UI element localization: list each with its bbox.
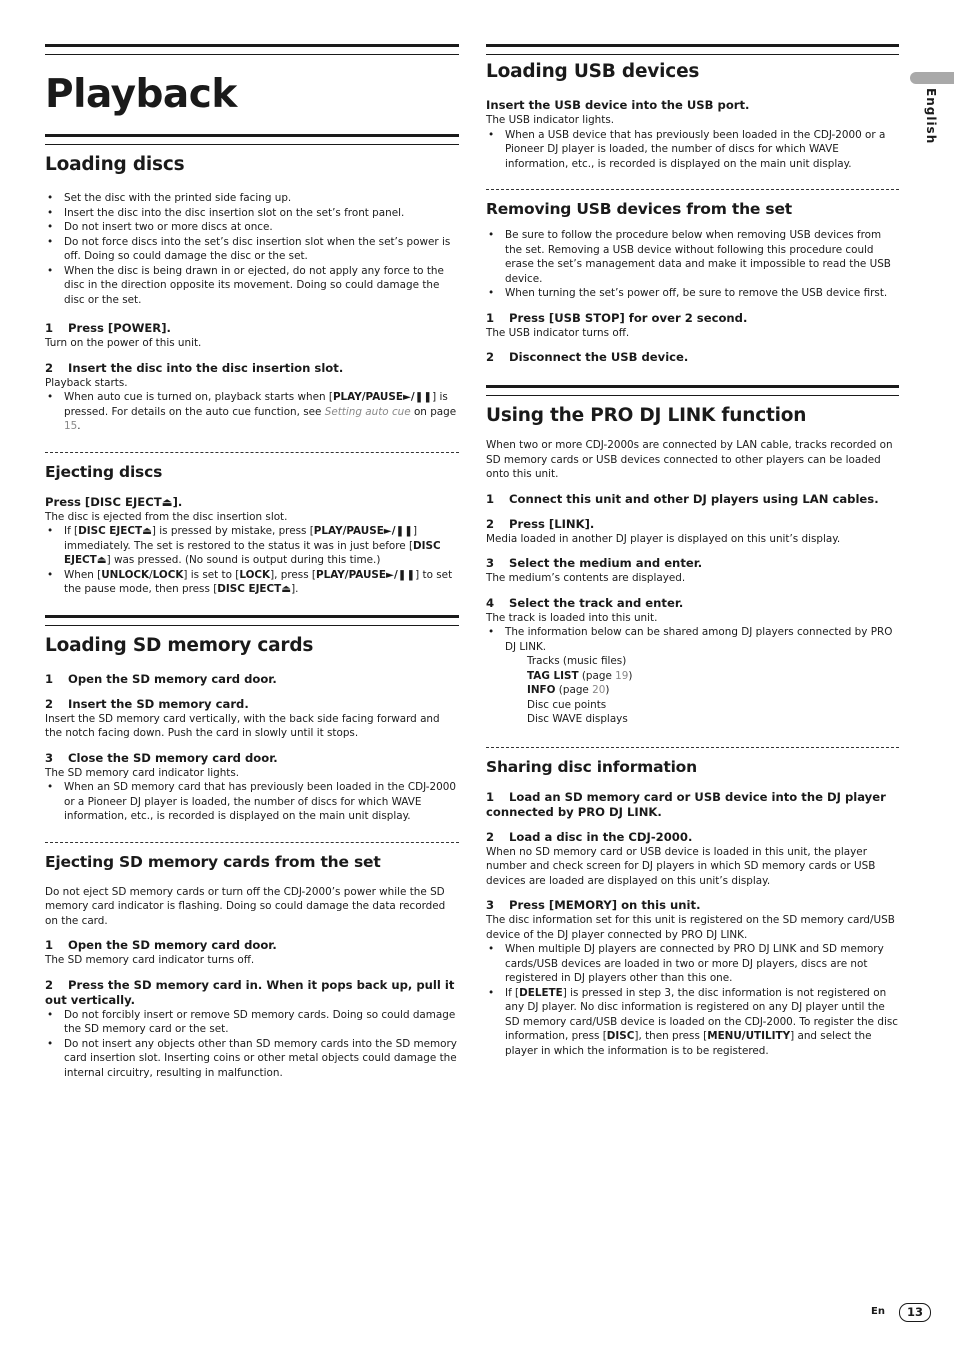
title-rule [45,44,459,55]
step-desc: The SD memory card indicator turns off. [45,954,255,966]
page-number-badge: 13 [899,1303,931,1322]
section-rule [486,44,899,55]
list-item: • When the disc is being drawn in or ejected, do not apply any force to the disc in the direction opposite its movement. Doing so could damage the disc or the set. [45,264,459,308]
removing-usb-bullets [486,228,899,301]
lead-disc-eject: Press [DISC EJECT⏏]. [45,494,183,509]
dashed-divider [45,452,459,453]
side-tab-marker [910,72,954,84]
ejecting-sd-bullets [45,1008,459,1081]
loading-usb-bullets [486,128,899,172]
heading-loading-usb: Loading USB devices [486,61,700,82]
list-item: • When auto cue is turned on, playback starts when [PLAY/PAUSE►/❚❚] is pressed. For details on the auto cue function, see Setting auto cue on page 15. [45,390,459,434]
section-rule [486,385,899,396]
step-load-disc: 2 Load a disc in the CDJ-2000. [486,829,693,844]
heading-pro-dj-link: Using the PRO DJ LINK function [486,405,807,426]
lead-insert-usb: Insert the USB device into the USB port. [486,98,750,112]
dashed-divider [486,747,899,748]
step-select-track: 4 Select the track and enter. [486,595,684,610]
list-item: • Do not forcibly insert or remove SD memory cards. Doing so could damage the SD memory card or the set. [45,1008,459,1037]
eject-desc: The disc is ejected from the disc insertion slot. [45,510,288,523]
step-load-sd-usb: 1 Load an SD memory card or USB device into the DJ player connected by PRO DJ LINK. [486,789,886,819]
step-usb-stop: 1 Press [USB STOP] for over 2 second. [486,310,748,325]
auto-cue-link[interactable]: Setting auto cue [324,405,411,418]
step-desc: Media loaded in another DJ player is displayed on this unit’s display. [486,532,841,545]
list-item: • Do not force discs into the set’s disc insertion slot when the set’s power is off. Doing so could damage the disc or the set. [45,235,459,264]
usb-desc: The USB indicator lights. [486,114,615,126]
loading-sd-bullets [45,780,459,824]
auto-cue-note [45,390,459,434]
page-ref-link[interactable]: 19 [615,669,629,682]
list-item: • Set the disc with the printed side facing up. [45,191,459,206]
list-item: • When an SD memory card that has previously been loaded in the CDJ-2000 or a Pioneer DJ player is loaded, the number of discs for which WAVE information, etc., is recorded is displayed on the main unit display. [45,780,459,824]
right-column [486,44,899,1058]
heading-loading-sd: Loading SD memory cards [45,634,314,656]
step-open-sd-door: 1 Open the SD memory card door. [45,938,277,952]
page-title: Playback [45,72,237,117]
list-item: • When a USB device that has previously been loaded in the CDJ-2000 or a Pioneer DJ player is loaded, the number of discs for which WAVE information, etc., is recorded is displayed on the main unit display. [486,128,899,172]
step-press-memory: 3 Press [MEMORY] on this unit. [486,898,701,912]
step-open-sd-door: 1 Open the SD memory card door. [45,671,277,686]
heading-loading-discs: Loading discs [45,154,185,175]
step-disconnect-usb: 2 Disconnect the USB device. [486,350,689,364]
step-desc: Playback starts. [45,376,128,389]
step-desc: The track is loaded into this unit. [486,611,658,624]
step-press-link: 2 Press [LINK]. [486,516,595,531]
list-item: • When turning the set’s power off, be sure to remove the USB device first. [486,286,899,301]
loading-discs-bullets [45,191,459,307]
shared-item: Tracks (music files) [527,655,627,667]
shared-item: INFO (page 20) [527,684,610,696]
step-desc: When no SD memory card or USB device is loaded in this unit, the player number and check screen for DJ players in which SD memory cards or USB devices are loaded are displayed on this unit’s display. [486,845,876,887]
heading-sharing-disc: Sharing disc information [486,757,697,776]
step-desc: Insert the SD memory card vertically, with the back side facing forward and the notch facing down. Push the card in slowly until it stops. [45,712,440,739]
step-power: 1 Press [POWER]. [45,321,171,335]
ejecting-sd-intro: Do not eject SD memory cards or turn off the CDJ-2000’s power while the SD memory card indicator is flashing. Doing so could damage the data recorded on the card. [45,885,446,927]
step-insert-sd: 2 Insert the SD memory card. [45,696,249,711]
list-item: • The information below can be shared among DJ players connected by PRO DJ LINK. [486,625,899,654]
side-language-label: English [924,88,938,145]
step-select-medium: 3 Select the medium and enter. [486,556,703,570]
left-column [45,44,459,1080]
shared-item: Disc WAVE displays [527,713,628,725]
page-ref-link[interactable]: 15 [64,420,78,432]
sharing-bullets [486,942,899,1058]
step-desc: The disc information set for this unit is registered on the SD memory card/USB device of the DJ player connected by PRO DJ LINK. [486,914,895,941]
heading-ejecting-sd: Ejecting SD memory cards from the set [45,852,381,871]
ejecting-discs-bullets [45,524,459,597]
heading-ejecting-discs: Ejecting discs [45,462,163,481]
list-item: • If [DELETE] is pressed in step 3, the disc information is not registered on any DJ player. No disc information is registered on any DJ player until the SD memory card/USB device is loaded on the CDJ-2000. To register the disc information, press [DISC], then press [MENU/UTILITY] and select the player in which the information is to be registered. [486,986,899,1059]
section-rule [45,134,459,145]
dashed-divider [486,189,899,190]
list-item: • When multiple DJ players are connected by PRO DJ LINK and SD memory cards/USB devices are loaded in two or more DJ players, discs are not registered in DJ players other than this one. [486,942,899,986]
list-item: • Be sure to follow the procedure below when removing USB devices from the set. Removing a USB device without following this procedure could erase the set’s management data and make it impossible to read the USB device. [486,228,899,286]
shared-item: Disc cue points [527,698,607,711]
list-item: • Do not insert two or more discs at once. [45,220,459,235]
section-rule [45,615,459,626]
step-desc: The USB indicator turns off. [486,326,630,339]
step-close-sd-door: 3 Close the SD memory card door. [45,750,278,765]
shared-item: TAG LIST (page 19) [527,669,633,682]
dashed-divider [45,842,459,843]
list-item: • If [DISC EJECT⏏] is pressed by mistake, press [PLAY/PAUSE►/❚❚] immediately. The set is restored to the status it was in just before [DISC EJECT⏏] was pressed. (No sound is output during this time.) [45,524,459,568]
list-item: • When [UNLOCK/LOCK] is set to [LOCK], press [PLAY/PAUSE►/❚❚] to set the pause mode, then press [DISC EJECT⏏]. [45,568,459,597]
list-item: • Do not insert any objects other than SD memory cards into the SD memory card insertion slot. Inserting coins or other metal objects could damage the internal circuitry, resulting in malfunction. [45,1037,459,1081]
step-desc: Turn on the power of this unit. [45,337,202,349]
heading-removing-usb: Removing USB devices from the set [486,200,792,218]
step-connect-lan: 1 Connect this unit and other DJ players using LAN cables. [486,491,879,506]
step-insert-disc: 2 Insert the disc into the disc insertion slot. [45,360,344,375]
footer-language: En [871,1306,885,1317]
step-press-sd: 2 Press the SD memory card in. When it pops back up, pull it out vertically. [45,977,455,1007]
step-desc: The SD memory card indicator lights. [45,766,240,779]
step-desc: The medium’s contents are displayed. [486,572,686,584]
shared-info-list [486,654,899,727]
pro-dj-link-intro: When two or more CDJ-2000s are connected by LAN cable, tracks recorded on SD memory cards or USB devices connected to other players can be loaded onto this unit. [486,439,893,480]
pro-dj-link-bullets [486,625,899,654]
page-ref-link[interactable]: 20 [592,684,606,696]
list-item: • Insert the disc into the disc insertion slot on the set’s front panel. [45,206,459,221]
